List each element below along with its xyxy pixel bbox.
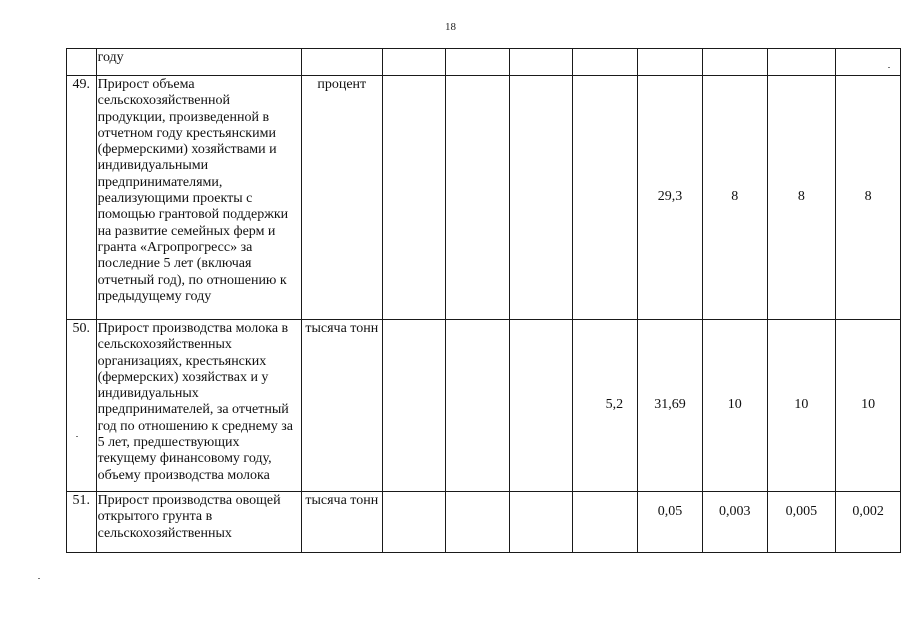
value-cell: 31,69 (638, 320, 703, 492)
unit-cell: тысяча тонн (301, 492, 382, 553)
value-cell: 0,003 (702, 492, 767, 553)
indicator-name-cell: Прирост производства овощей открытого грунта в сельскохозяйственных (96, 492, 301, 553)
value-cell (573, 492, 638, 553)
value-cell (509, 320, 573, 492)
value-cell: 0,05 (638, 492, 703, 553)
value-cell (509, 492, 573, 553)
table-row-51 (67, 492, 901, 553)
value-cell: 0,005 (767, 492, 836, 553)
value-cell (446, 49, 510, 76)
value-cell (382, 49, 446, 76)
value-cell: 5,2 (573, 320, 638, 492)
scan-speck (38, 578, 40, 579)
value-cell (836, 49, 901, 76)
unit-cell: тысяча тонн (301, 320, 382, 492)
table-row-50 (67, 320, 901, 492)
indicator-name-cell: Прирост производства молока в сельскохозяйственных организациях, крестьянских (фермерских) хозяйствах и у индивидуальных предпринимателей, за отчетный год по отношению к среднему за 5 лет, предшествующих текущему финансовому году, объему производства молока (96, 320, 301, 492)
value-cell (509, 76, 573, 320)
value-cell (382, 76, 446, 320)
value-cell: 29,3 (638, 76, 703, 320)
page-number: 18 (445, 21, 456, 33)
value-cell: 8 (767, 76, 836, 320)
row-number-cell (67, 49, 97, 76)
unit-cell: процент (301, 76, 382, 320)
value-cell: 10 (836, 320, 901, 492)
value-cell: 8 (836, 76, 901, 320)
value-cell: 10 (702, 320, 767, 492)
value-cell (702, 49, 767, 76)
value-cell (382, 320, 446, 492)
table-row-49 (67, 76, 901, 320)
row-number-cell: 49. (67, 76, 97, 320)
value-cell: 8 (702, 76, 767, 320)
value-cell (573, 76, 638, 320)
row-number-cell: 51. (67, 492, 97, 553)
value-cell (509, 49, 573, 76)
value-cell (767, 49, 836, 76)
row-number-cell: 50. (67, 320, 97, 492)
table-row-continuation (67, 49, 901, 76)
value-cell (573, 49, 638, 76)
value-cell: 10 (767, 320, 836, 492)
indicators-table (66, 48, 901, 553)
value-cell (446, 320, 510, 492)
value-cell: 0,002 (836, 492, 901, 553)
value-cell (446, 76, 510, 320)
unit-cell (301, 49, 382, 76)
value-cell (446, 492, 510, 553)
value-cell (382, 492, 446, 553)
indicator-name-cell: году (96, 49, 301, 76)
value-cell (638, 49, 703, 76)
indicator-name-cell: Прирост объема сельскохозяйственной продукции, произведенной в отчетном году крестьянскими (фермерскими) хозяйствами и индивидуальными предпринимателями, реализующими проекты с помощью грантовой поддержки на развитие семейных ферм и гранта «Агропрогресс» за последние 5 лет (включая отчетный год), по отношению к предыдущему году (96, 76, 301, 320)
